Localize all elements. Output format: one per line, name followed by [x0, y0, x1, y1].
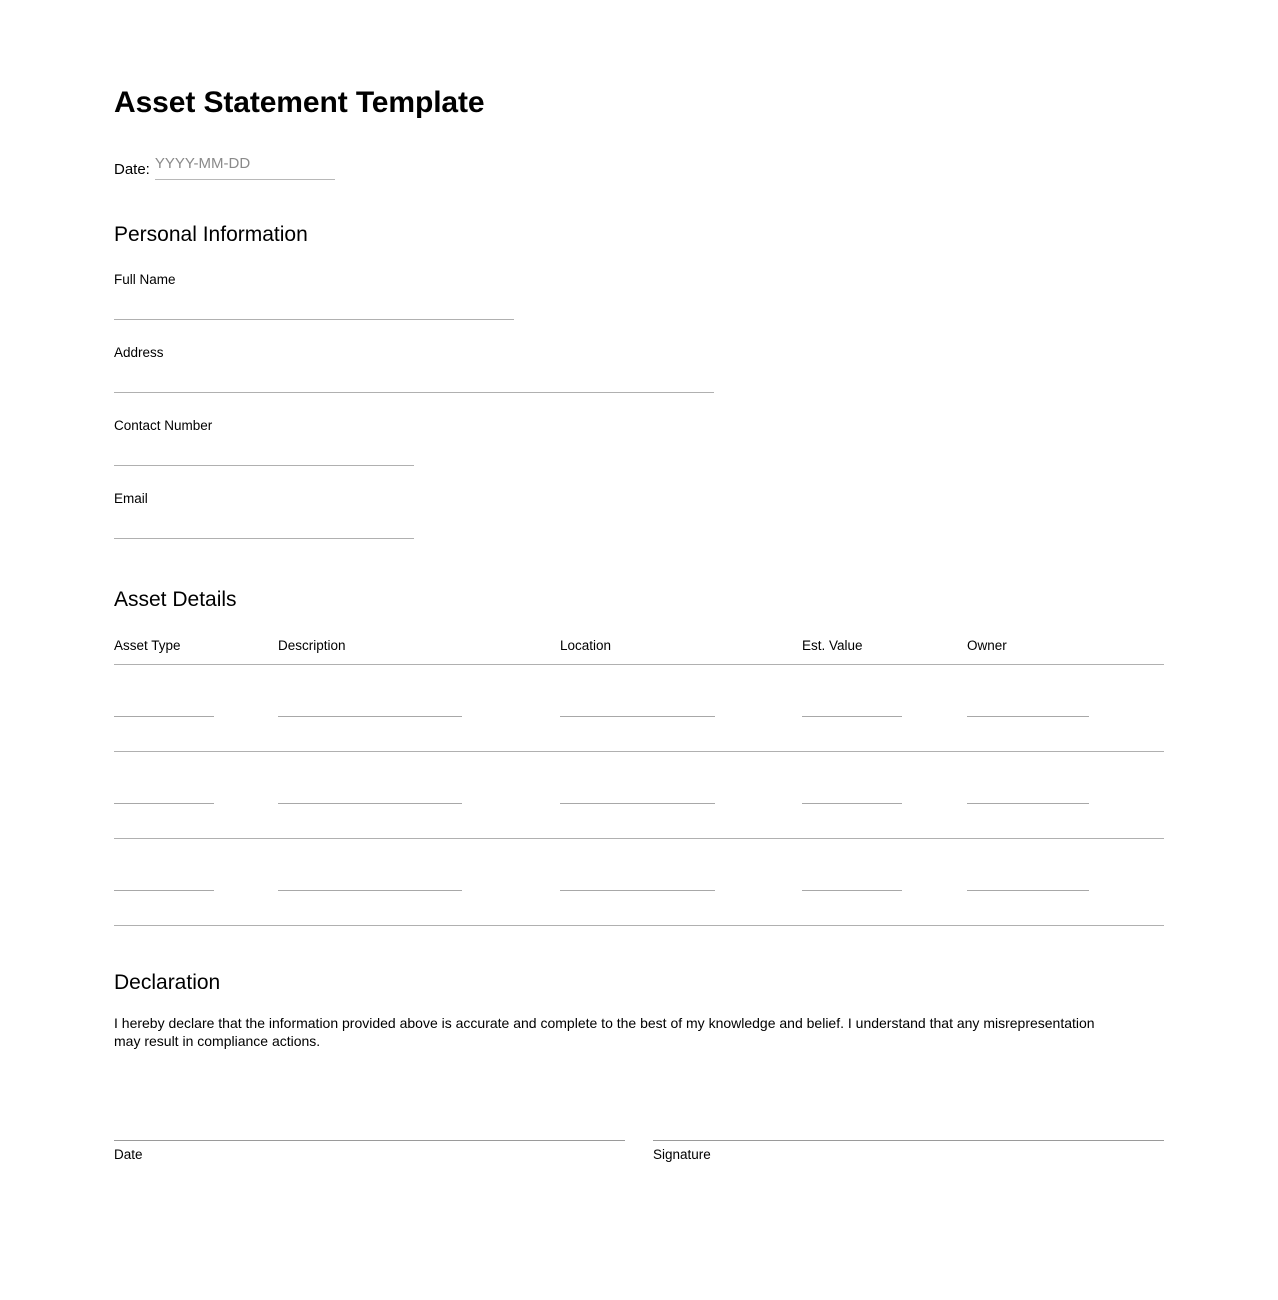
signature-label: Signature [653, 1147, 711, 1162]
cell-description [278, 751, 560, 838]
est-value-input[interactable] [802, 872, 902, 891]
cell-est-value [802, 751, 967, 838]
signature-block-signature [653, 1140, 1164, 1163]
owner-input[interactable] [967, 698, 1089, 717]
contact-number-input[interactable] [114, 434, 414, 466]
field-contact-number [114, 417, 1164, 466]
field-label-full-name: Full Name [114, 271, 176, 287]
est-value-input[interactable] [802, 698, 902, 717]
field-address [114, 344, 1164, 393]
description-input[interactable] [278, 785, 462, 804]
page-title: Asset Statement Template [114, 86, 485, 119]
column-header-location: Location [560, 638, 802, 665]
owner-input[interactable] [967, 872, 1089, 891]
date-input[interactable]: YYYY-MM-DD [155, 154, 335, 180]
cell-asset-type [114, 838, 278, 925]
asset-type-input[interactable] [114, 698, 214, 717]
field-email [114, 490, 1164, 539]
cell-owner [967, 664, 1164, 751]
asset-type-input[interactable] [114, 785, 214, 804]
column-header-est-value: Est. Value [802, 638, 967, 665]
description-input[interactable] [278, 698, 462, 717]
date-field-row [114, 154, 1164, 180]
field-full-name [114, 271, 1164, 320]
section-heading-asset-details: Asset Details [114, 587, 237, 611]
signature-section [114, 1140, 1164, 1163]
field-label-address: Address [114, 344, 164, 360]
signature-block-date [114, 1140, 625, 1163]
location-input[interactable] [560, 698, 715, 717]
owner-input[interactable] [967, 785, 1089, 804]
column-header-owner: Owner [967, 638, 1164, 665]
asset-type-input[interactable] [114, 872, 214, 891]
section-heading-personal-information: Personal Information [114, 222, 308, 246]
cell-asset-type [114, 664, 278, 751]
field-label-email: Email [114, 490, 148, 506]
table-row [114, 838, 1164, 925]
cell-location [560, 838, 802, 925]
table-row [114, 664, 1164, 751]
location-input[interactable] [560, 872, 715, 891]
description-input[interactable] [278, 872, 462, 891]
address-input[interactable] [114, 361, 714, 393]
asset-details-table [114, 638, 1164, 926]
date-label: Date: [114, 160, 150, 178]
cell-asset-type [114, 751, 278, 838]
cell-description [278, 664, 560, 751]
section-heading-declaration: Declaration [114, 970, 221, 994]
cell-owner [967, 751, 1164, 838]
date-signature-label: Date [114, 1147, 143, 1162]
est-value-input[interactable] [802, 785, 902, 804]
full-name-input[interactable] [114, 288, 514, 320]
column-header-asset-type: Asset Type [114, 638, 278, 665]
cell-est-value [802, 838, 967, 925]
declaration-text: I hereby declare that the information provided above is accurate and complete to the best of my knowledge and belief. I understand that any misrepresentation may result in compliance actions. [114, 1015, 1095, 1050]
cell-est-value [802, 664, 967, 751]
location-input[interactable] [560, 785, 715, 804]
table-row [114, 751, 1164, 838]
column-header-description: Description [278, 638, 560, 665]
cell-location [560, 751, 802, 838]
cell-owner [967, 838, 1164, 925]
email-input[interactable] [114, 507, 414, 539]
table-header-row [114, 638, 1164, 665]
cell-description [278, 838, 560, 925]
field-label-contact-number: Contact Number [114, 417, 213, 433]
cell-location [560, 664, 802, 751]
